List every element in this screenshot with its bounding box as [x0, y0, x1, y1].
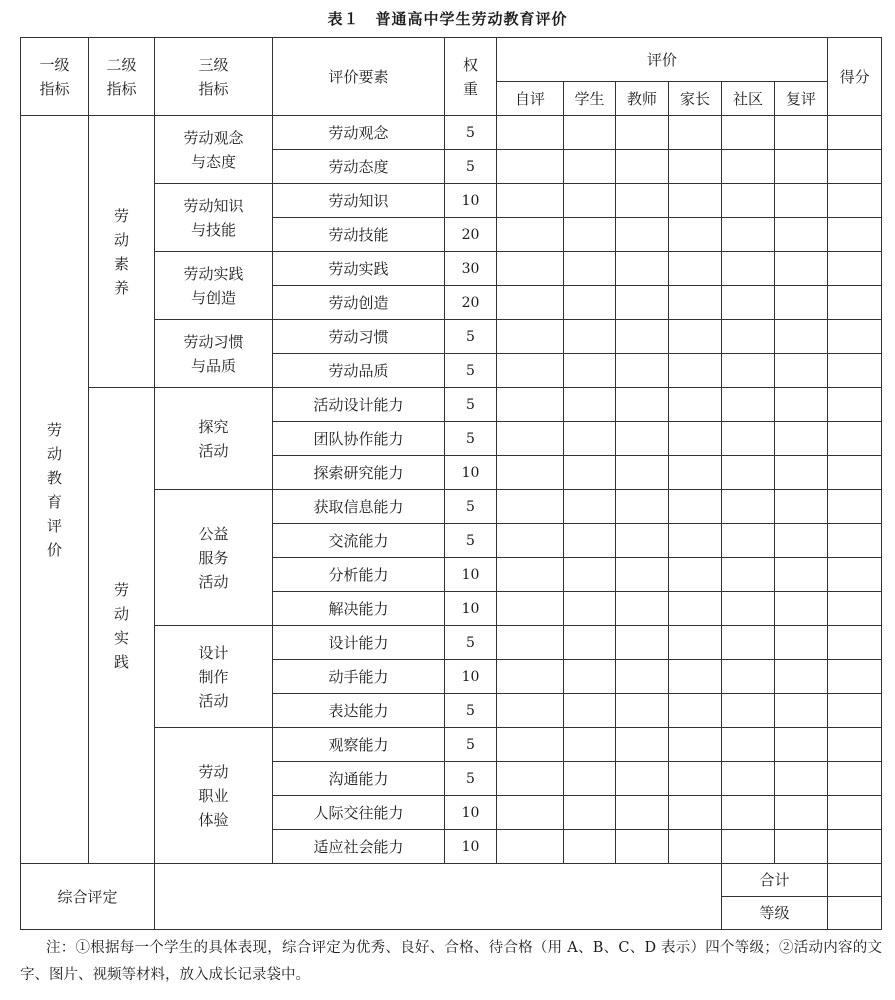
evaluation-entry-cell[interactable] — [564, 558, 616, 592]
header-score-text: 得分 — [839, 67, 870, 86]
weight-cell-text: 5 — [466, 532, 475, 549]
weight-cell-text: 5 — [466, 362, 475, 379]
element-cell — [273, 592, 445, 626]
score-entry-cell[interactable] — [828, 388, 882, 422]
score-entry-cell[interactable] — [828, 218, 882, 252]
header-weight — [445, 38, 497, 116]
weight-cell-text: 5 — [466, 736, 475, 753]
weight-cell-text: 5 — [466, 124, 475, 141]
weight-cell-text: 5 — [466, 770, 475, 787]
element-cell — [273, 184, 445, 218]
evaluation-entry-cell[interactable] — [616, 592, 669, 626]
element-cell — [273, 762, 445, 796]
evaluation-entry-cell[interactable] — [775, 558, 828, 592]
score-entry-cell[interactable] — [828, 184, 882, 218]
evaluation-entry-cell[interactable] — [616, 320, 669, 354]
element-cell-text: 劳动实践 — [328, 259, 389, 278]
weight-cell-text: 10 — [461, 600, 480, 617]
evaluation-entry-cell[interactable] — [497, 490, 564, 524]
grade-label-cell — [722, 897, 828, 930]
weight-cell-text: 30 — [461, 260, 480, 277]
evaluation-entry-cell[interactable] — [669, 320, 722, 354]
score-entry-cell[interactable] — [828, 422, 882, 456]
level3-cell — [155, 490, 273, 626]
evaluation-entry-cell[interactable] — [669, 592, 722, 626]
weight-cell — [445, 728, 497, 762]
element-cell — [273, 626, 445, 660]
level3-cell — [155, 626, 273, 728]
element-cell-text: 劳动态度 — [328, 157, 389, 176]
evaluation-entry-cell[interactable] — [722, 422, 775, 456]
weight-cell-text: 10 — [461, 192, 480, 209]
total-label-cell — [722, 864, 828, 897]
evaluation-entry-cell[interactable] — [497, 184, 564, 218]
header-score — [828, 38, 882, 116]
evaluation-entry-cell[interactable] — [669, 422, 722, 456]
weight-cell — [445, 218, 497, 252]
evaluation-entry-cell[interactable] — [616, 830, 669, 864]
evaluation-entry-cell[interactable] — [497, 796, 564, 830]
evaluation-entry-cell[interactable] — [722, 354, 775, 388]
evaluation-entry-cell[interactable] — [722, 626, 775, 660]
evaluation-entry-cell[interactable] — [775, 422, 828, 456]
evaluation-entry-cell[interactable] — [497, 762, 564, 796]
evaluation-entry-cell[interactable] — [564, 116, 616, 150]
evaluation-entry-cell[interactable] — [775, 490, 828, 524]
header-evaluator: 教师 — [616, 82, 669, 116]
element-cell-text: 分析能力 — [328, 565, 389, 584]
evaluation-entry-cell[interactable] — [669, 524, 722, 558]
element-cell — [273, 558, 445, 592]
table-row — [21, 116, 882, 150]
evaluation-entry-cell[interactable] — [564, 490, 616, 524]
level3-cell — [155, 388, 273, 490]
level3-cell — [155, 116, 273, 184]
evaluation-entry-cell[interactable] — [669, 626, 722, 660]
header-level1-text: 一级 指标 — [39, 55, 70, 98]
evaluation-entry-cell[interactable] — [775, 116, 828, 150]
weight-cell — [445, 320, 497, 354]
evaluation-entry-cell[interactable] — [497, 218, 564, 252]
evaluation-entry-cell[interactable] — [669, 728, 722, 762]
element-cell-text: 劳动观念 — [328, 123, 389, 142]
weight-cell-text: 10 — [461, 838, 480, 855]
score-entry-cell[interactable] — [828, 490, 882, 524]
evaluation-entry-cell[interactable] — [775, 218, 828, 252]
weight-cell-text: 5 — [466, 634, 475, 651]
comprehensive-entry-cell[interactable] — [155, 864, 722, 930]
evaluation-entry-cell[interactable] — [616, 762, 669, 796]
header-evaluator: 学生 — [564, 82, 616, 116]
score-entry-cell[interactable] — [828, 150, 882, 184]
weight-cell — [445, 524, 497, 558]
level3-cell-text: 劳动实践 与创造 — [183, 264, 244, 307]
evaluation-entry-cell[interactable] — [497, 320, 564, 354]
evaluation-entry-cell[interactable] — [497, 388, 564, 422]
evaluation-entry-cell[interactable] — [669, 762, 722, 796]
header-level3 — [155, 38, 273, 116]
evaluation-entry-cell[interactable] — [616, 184, 669, 218]
evaluation-entry-cell[interactable] — [564, 354, 616, 388]
evaluation-entry-cell[interactable] — [722, 116, 775, 150]
weight-cell — [445, 150, 497, 184]
score-entry-cell[interactable] — [828, 660, 882, 694]
weight-cell — [445, 354, 497, 388]
evaluation-entry-cell[interactable] — [564, 218, 616, 252]
evaluation-entry-cell[interactable] — [722, 286, 775, 320]
header-evaluator: 自评 — [497, 82, 564, 116]
header-evaluation — [497, 38, 828, 82]
weight-cell — [445, 626, 497, 660]
weight-cell — [445, 558, 497, 592]
weight-cell — [445, 490, 497, 524]
evaluation-entry-cell[interactable] — [775, 762, 828, 796]
score-entry-cell[interactable] — [828, 694, 882, 728]
element-cell-text: 适应社会能力 — [313, 837, 404, 856]
evaluation-entry-cell[interactable] — [564, 422, 616, 456]
evaluation-entry-cell[interactable] — [564, 320, 616, 354]
evaluation-entry-cell[interactable] — [669, 388, 722, 422]
element-cell — [273, 354, 445, 388]
evaluation-entry-cell[interactable] — [497, 252, 564, 286]
element-cell-text: 观察能力 — [328, 735, 389, 754]
table-notes: 注：①根据每一个学生的具体表现，综合评定为优秀、良好、合格、待合格（用 A、B、C、D 表示）四个等级；②活动内容的文字、图片、视频等材料，放入成长记录袋中。 — [20, 940, 882, 983]
weight-cell — [445, 796, 497, 830]
evaluation-entry-cell[interactable] — [564, 150, 616, 184]
evaluation-entry-cell[interactable] — [616, 660, 669, 694]
evaluation-entry-cell[interactable] — [722, 456, 775, 490]
level3-cell — [155, 728, 273, 864]
evaluation-entry-cell[interactable] — [775, 354, 828, 388]
weight-cell — [445, 184, 497, 218]
element-cell — [273, 524, 445, 558]
evaluation-entry-cell[interactable] — [775, 456, 828, 490]
weight-cell — [445, 116, 497, 150]
evaluation-entry-cell[interactable] — [775, 388, 828, 422]
evaluation-entry-cell[interactable] — [722, 320, 775, 354]
evaluation-table — [20, 37, 882, 930]
evaluation-entry-cell[interactable] — [722, 592, 775, 626]
weight-cell — [445, 830, 497, 864]
score-entry-cell[interactable] — [828, 286, 882, 320]
score-entry-cell[interactable] — [828, 592, 882, 626]
level3-cell — [155, 320, 273, 388]
header-evaluation-text: 评价 — [647, 50, 678, 69]
score-entry-cell[interactable] — [828, 626, 882, 660]
evaluation-entry-cell[interactable] — [775, 184, 828, 218]
table-title: 表１ 普通高中学生劳动教育评价 — [327, 10, 568, 28]
score-entry-cell[interactable] — [828, 796, 882, 830]
evaluation-entry-cell[interactable] — [669, 558, 722, 592]
weight-cell-text: 10 — [461, 464, 480, 481]
weight-cell — [445, 456, 497, 490]
evaluation-entry-cell[interactable] — [722, 184, 775, 218]
evaluation-entry-cell[interactable] — [616, 490, 669, 524]
evaluation-entry-cell[interactable] — [669, 796, 722, 830]
score-entry-cell[interactable] — [828, 830, 882, 864]
header-elements — [273, 38, 445, 116]
evaluation-entry-cell[interactable] — [616, 354, 669, 388]
weight-cell — [445, 592, 497, 626]
evaluation-entry-cell[interactable] — [564, 626, 616, 660]
evaluation-entry-cell[interactable] — [669, 456, 722, 490]
weight-cell-text: 5 — [466, 498, 475, 515]
evaluation-entry-cell[interactable] — [564, 830, 616, 864]
level2-cell-text: 劳 动 素 养 — [113, 206, 129, 297]
header-level1 — [21, 38, 89, 116]
weight-cell — [445, 422, 497, 456]
evaluation-entry-cell[interactable] — [775, 150, 828, 184]
score-entry-cell[interactable] — [828, 116, 882, 150]
element-cell — [273, 388, 445, 422]
element-cell-text: 解决能力 — [328, 599, 389, 618]
evaluation-entry-cell[interactable] — [497, 150, 564, 184]
element-cell-text: 活动设计能力 — [313, 395, 404, 414]
footer-row-total — [21, 864, 882, 897]
element-cell — [273, 150, 445, 184]
evaluation-entry-cell[interactable] — [669, 184, 722, 218]
evaluation-entry-cell[interactable] — [564, 286, 616, 320]
evaluation-entry-cell[interactable] — [497, 558, 564, 592]
evaluation-entry-cell[interactable] — [497, 354, 564, 388]
evaluation-entry-cell[interactable] — [564, 252, 616, 286]
evaluation-entry-cell[interactable] — [722, 252, 775, 286]
level3-cell-text: 劳动习惯 与品质 — [183, 332, 244, 375]
element-cell — [273, 796, 445, 830]
evaluation-entry-cell[interactable] — [616, 694, 669, 728]
evaluation-entry-cell[interactable] — [722, 762, 775, 796]
evaluation-entry-cell[interactable] — [564, 694, 616, 728]
evaluation-entry-cell[interactable] — [497, 286, 564, 320]
level3-cell-text: 公益 服务 活动 — [198, 524, 229, 591]
score-entry-cell[interactable] — [828, 320, 882, 354]
element-cell — [273, 456, 445, 490]
header-level3-text: 三级 指标 — [198, 55, 229, 98]
weight-cell-text: 20 — [461, 226, 480, 243]
element-cell-text: 设计能力 — [328, 633, 389, 652]
element-cell-text: 表达能力 — [328, 701, 389, 720]
evaluation-entry-cell[interactable] — [775, 252, 828, 286]
score-entry-cell[interactable] — [828, 558, 882, 592]
evaluation-entry-cell[interactable] — [722, 388, 775, 422]
element-cell — [273, 218, 445, 252]
evaluation-entry-cell[interactable] — [616, 150, 669, 184]
evaluation-entry-cell[interactable] — [669, 218, 722, 252]
evaluation-entry-cell[interactable] — [775, 694, 828, 728]
weight-cell-text: 20 — [461, 294, 480, 311]
grade-entry-cell[interactable] — [828, 897, 882, 930]
evaluation-entry-cell[interactable] — [497, 116, 564, 150]
evaluation-entry-cell[interactable] — [616, 728, 669, 762]
element-cell-text: 获取信息能力 — [313, 497, 404, 516]
evaluation-entry-cell[interactable] — [564, 456, 616, 490]
weight-cell-text: 5 — [466, 702, 475, 719]
evaluation-entry-cell[interactable] — [722, 830, 775, 864]
score-entry-cell[interactable] — [828, 456, 882, 490]
element-cell — [273, 728, 445, 762]
total-entry-cell[interactable] — [828, 864, 882, 897]
evaluation-entry-cell[interactable] — [616, 218, 669, 252]
element-cell-text: 劳动知识 — [328, 191, 389, 210]
level3-cell-text: 设计 制作 活动 — [198, 643, 229, 710]
evaluation-entry-cell[interactable] — [775, 524, 828, 558]
weight-cell — [445, 694, 497, 728]
weight-cell-text: 5 — [466, 396, 475, 413]
element-cell-text: 沟通能力 — [328, 769, 389, 788]
weight-cell — [445, 660, 497, 694]
element-cell-text: 劳动技能 — [328, 225, 389, 244]
evaluation-entry-cell[interactable] — [616, 558, 669, 592]
evaluation-entry-cell[interactable] — [722, 728, 775, 762]
evaluation-entry-cell[interactable] — [616, 388, 669, 422]
level1-cell-text: 劳 动 教 育 评 价 — [46, 420, 62, 559]
total-label-cell-text: 合计 — [759, 871, 790, 889]
evaluation-entry-cell[interactable] — [722, 694, 775, 728]
header-evaluator: 社区 — [722, 82, 775, 116]
weight-cell-text: 10 — [461, 566, 480, 583]
score-entry-cell[interactable] — [828, 728, 882, 762]
evaluation-entry-cell[interactable] — [669, 286, 722, 320]
evaluation-entry-cell[interactable] — [722, 796, 775, 830]
evaluation-entry-cell[interactable] — [775, 796, 828, 830]
element-cell-text: 劳动创造 — [328, 293, 389, 312]
element-cell — [273, 422, 445, 456]
evaluation-entry-cell[interactable] — [775, 660, 828, 694]
weight-cell-text: 5 — [466, 158, 475, 175]
evaluation-entry-cell[interactable] — [722, 490, 775, 524]
comprehensive-label-cell-text: 综合评定 — [57, 887, 118, 906]
score-entry-cell[interactable] — [828, 762, 882, 796]
element-cell — [273, 490, 445, 524]
evaluation-entry-cell[interactable] — [722, 524, 775, 558]
evaluation-entry-cell[interactable] — [722, 150, 775, 184]
element-cell-text: 劳动习惯 — [328, 327, 389, 346]
comprehensive-label-cell — [21, 864, 155, 930]
level3-cell-text: 探究 活动 — [198, 417, 229, 460]
element-cell — [273, 830, 445, 864]
grade-label-cell-text: 等级 — [759, 904, 790, 922]
element-cell-text: 探索研究能力 — [313, 463, 404, 482]
level2-cell — [89, 388, 155, 864]
evaluation-entry-cell[interactable] — [616, 252, 669, 286]
evaluation-entry-cell[interactable] — [669, 354, 722, 388]
header-evaluator: 家长 — [669, 82, 722, 116]
evaluation-entry-cell[interactable] — [564, 728, 616, 762]
header-level2-text: 二级 指标 — [106, 55, 137, 98]
evaluation-entry-cell[interactable] — [616, 116, 669, 150]
element-cell-text: 团队协作能力 — [313, 429, 404, 448]
evaluation-entry-cell[interactable] — [564, 762, 616, 796]
evaluation-entry-cell[interactable] — [497, 422, 564, 456]
weight-cell — [445, 762, 497, 796]
evaluation-entry-cell[interactable] — [775, 728, 828, 762]
evaluation-entry-cell[interactable] — [669, 116, 722, 150]
header-level2 — [89, 38, 155, 116]
evaluation-entry-cell[interactable] — [669, 252, 722, 286]
evaluation-entry-cell[interactable] — [616, 524, 669, 558]
evaluation-entry-cell[interactable] — [669, 694, 722, 728]
evaluation-entry-cell[interactable] — [564, 660, 616, 694]
evaluation-entry-cell[interactable] — [775, 320, 828, 354]
header-elements-text: 评价要素 — [328, 67, 389, 86]
evaluation-entry-cell[interactable] — [669, 830, 722, 864]
evaluation-entry-cell[interactable] — [616, 456, 669, 490]
weight-cell-text: 10 — [461, 668, 480, 685]
evaluation-entry-cell[interactable] — [564, 796, 616, 830]
evaluation-entry-cell[interactable] — [564, 184, 616, 218]
evaluation-entry-cell[interactable] — [775, 626, 828, 660]
element-cell-text: 动手能力 — [328, 667, 389, 686]
element-cell-text: 人际交往能力 — [313, 803, 404, 822]
evaluation-entry-cell[interactable] — [722, 558, 775, 592]
header-weight-text: 权 重 — [462, 55, 478, 98]
evaluation-entry-cell[interactable] — [669, 490, 722, 524]
weight-cell-text: 10 — [461, 804, 480, 821]
evaluation-entry-cell[interactable] — [775, 286, 828, 320]
evaluation-entry-cell[interactable] — [669, 660, 722, 694]
level3-cell-text: 劳动 职业 体验 — [198, 762, 229, 829]
evaluation-entry-cell[interactable] — [497, 694, 564, 728]
score-entry-cell[interactable] — [828, 524, 882, 558]
table-row — [21, 388, 882, 422]
weight-cell-text: 5 — [466, 328, 475, 345]
element-cell — [273, 694, 445, 728]
evaluation-entry-cell[interactable] — [616, 796, 669, 830]
level3-cell — [155, 184, 273, 252]
evaluation-entry-cell[interactable] — [497, 830, 564, 864]
evaluation-entry-cell[interactable] — [497, 456, 564, 490]
evaluation-entry-cell[interactable] — [722, 218, 775, 252]
level3-cell — [155, 252, 273, 320]
element-cell-text: 劳动品质 — [328, 361, 389, 380]
level3-cell-text: 劳动知识 与技能 — [183, 196, 244, 239]
element-cell-text: 交流能力 — [328, 531, 389, 550]
weight-cell — [445, 286, 497, 320]
score-entry-cell[interactable] — [828, 354, 882, 388]
weight-cell — [445, 252, 497, 286]
evaluation-entry-cell[interactable] — [497, 592, 564, 626]
evaluation-entry-cell[interactable] — [775, 830, 828, 864]
level2-cell-text: 劳 动 实 践 — [113, 580, 129, 671]
evaluation-entry-cell[interactable] — [564, 592, 616, 626]
evaluation-entry-cell[interactable] — [497, 660, 564, 694]
element-cell — [273, 320, 445, 354]
evaluation-entry-cell[interactable] — [497, 524, 564, 558]
evaluation-entry-cell[interactable] — [669, 150, 722, 184]
evaluation-entry-cell[interactable] — [775, 592, 828, 626]
evaluation-entry-cell[interactable] — [497, 626, 564, 660]
header-evaluator: 复评 — [775, 82, 828, 116]
level3-cell-text: 劳动观念 与态度 — [183, 128, 244, 171]
level1-cell — [21, 116, 89, 864]
evaluation-entry-cell[interactable] — [616, 422, 669, 456]
score-entry-cell[interactable] — [828, 252, 882, 286]
weight-cell — [445, 388, 497, 422]
evaluation-entry-cell[interactable] — [616, 626, 669, 660]
level2-cell — [89, 116, 155, 388]
element-cell — [273, 286, 445, 320]
evaluation-entry-cell[interactable] — [497, 728, 564, 762]
element-cell — [273, 660, 445, 694]
element-cell — [273, 116, 445, 150]
element-cell — [273, 252, 445, 286]
evaluation-entry-cell[interactable] — [564, 388, 616, 422]
weight-cell-text: 5 — [466, 430, 475, 447]
evaluation-entry-cell[interactable] — [616, 286, 669, 320]
evaluation-entry-cell[interactable] — [722, 660, 775, 694]
evaluation-entry-cell[interactable] — [564, 524, 616, 558]
